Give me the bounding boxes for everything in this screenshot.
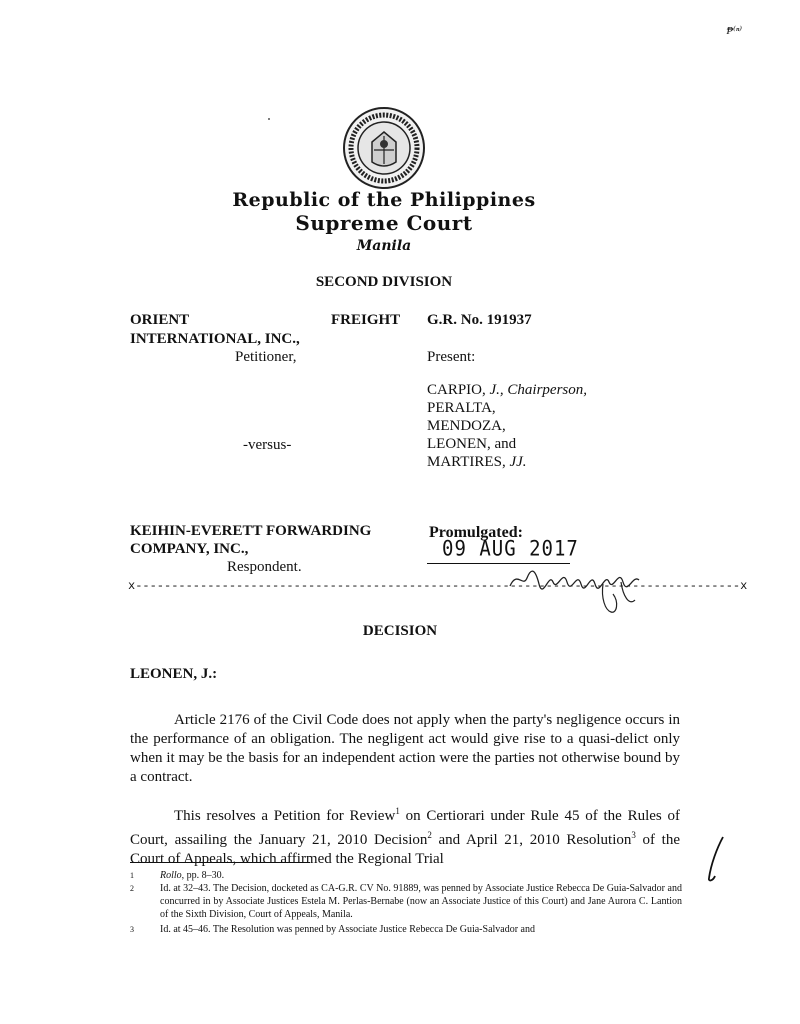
footnote-number: 1 <box>130 871 134 880</box>
paragraph-2 <box>130 802 680 869</box>
handwritten-margin-mark-icon <box>703 834 729 884</box>
header-supreme-court: Supreme Court <box>295 211 473 235</box>
footnote-number: 2 <box>130 884 134 893</box>
paragraph-1: Article 2176 of the Civil Code does not apply when the party's negligence occurs in the performance of an obligation. The negligent act would give rise to a quasi-delict only when it may be the basis for an independent action were the parties not otherwise bound by a contract. <box>130 712 680 785</box>
footnote-body: , pp. 8–30. <box>181 870 225 881</box>
paragraph-2-text: This resolves a Petition for Review <box>174 808 396 824</box>
header-republic: Republic of the Philippines <box>232 189 536 211</box>
footnote-item <box>130 882 682 921</box>
division-heading: SECOND DIVISION <box>315 274 453 290</box>
footnotes <box>130 869 682 936</box>
petitioner-role: Petitioner, <box>235 349 297 365</box>
paragraph-2-text: on Certiorari under Rule 45 of the Rules of Court, assailing the January 21, 2010 Decision <box>130 808 680 848</box>
petitioner-name-part1: ORIENT <box>130 312 190 328</box>
footnote-ref-2[interactable]: 2 <box>427 830 432 840</box>
justice-line <box>427 434 516 454</box>
justice-line <box>427 398 496 418</box>
justice-line <box>427 380 587 400</box>
justice-title: JJ. <box>509 454 527 470</box>
caption-separator: x------------------------------------------------------------------------------------x <box>128 579 748 593</box>
decision-title: DECISION <box>362 623 438 639</box>
justice-title: J., Chairperson, <box>489 382 588 398</box>
respondent-name-part1: KEIHIN-EVERETT FORWARDING <box>130 523 372 539</box>
respondent-role: Respondent. <box>227 559 302 575</box>
footnote-ref-1[interactable]: 1 <box>395 806 400 816</box>
speck <box>268 118 270 120</box>
justice-line <box>427 416 506 436</box>
footnote-text: Id. at 45–46. The Resolution was penned by Associate Justice Rebecca De Guia-Salvador and <box>160 924 535 935</box>
paragraph-2-text: and April 21, 2010 Resolution <box>431 832 632 848</box>
footnote-text: Id. at 32–43. The Decision, docketed as CA-G.R. CV No. 91889, was penned by Associate Justice Rebecca De Guia-Salvador and concurred in by Associate Justices Estela M. Perlas-Bernabe (now an Associate Justice of this Court) and Jane Aurora C. Lantion of the Sixth Division, Court of Appeals, Manila. <box>160 883 682 920</box>
respondent-name-part2: COMPANY, INC., <box>130 541 249 557</box>
justice-name: CARPIO, <box>427 382 490 398</box>
justice-name: PERALTA, <box>427 400 496 416</box>
ponente: LEONEN, J.: <box>130 666 218 682</box>
footnote-rule <box>130 862 310 863</box>
justice-name: MARTIRES, <box>427 454 510 470</box>
petitioner-name-part2: FREIGHT <box>331 312 401 328</box>
justice-name: MENDOZA, <box>427 418 506 434</box>
petitioner-name-part3: INTERNATIONAL, INC., <box>130 331 300 347</box>
footnote-text <box>160 869 682 882</box>
footnote-ref-3[interactable]: 3 <box>631 830 636 840</box>
clerk-signature-icon <box>505 558 655 618</box>
footnote-italic: Rollo <box>160 870 182 881</box>
footnote-item <box>130 923 682 936</box>
supreme-court-seal-icon <box>342 106 426 190</box>
gr-number: G.R. No. 191937 <box>427 312 532 328</box>
promulgated-label: Promulgated: <box>429 524 523 541</box>
promulgated-date-stamp: 09 AUG 2017 <box>442 536 579 562</box>
paragraph-2-text: of the Court of Appeals, which affirmed the Regional Trial <box>130 832 680 867</box>
footnote-item <box>130 869 682 882</box>
versus-label: -versus- <box>243 437 292 453</box>
footnote-number: 3 <box>130 925 134 934</box>
header-manila: Manila <box>356 238 412 254</box>
justice-line <box>427 452 527 472</box>
present-label: Present: <box>427 349 476 365</box>
corner-handwritten-mark: ₱⁽ⁿ⁾ <box>726 25 742 37</box>
justice-name: LEONEN, and <box>427 436 517 452</box>
